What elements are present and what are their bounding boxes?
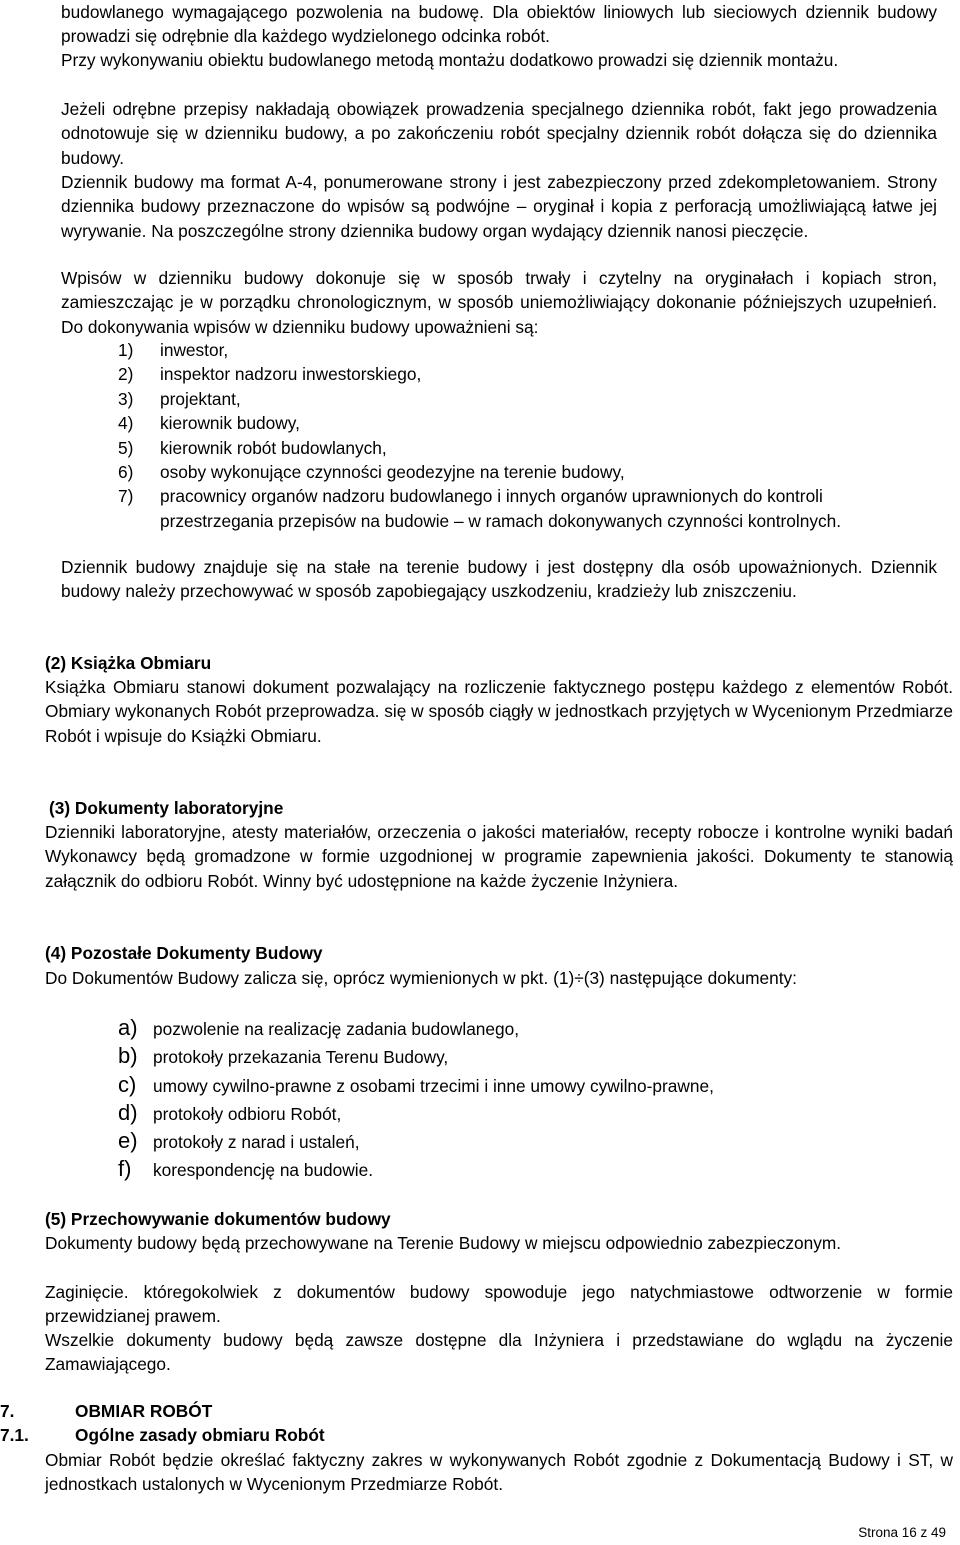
list-item-letter: d)	[118, 1099, 138, 1125]
list-item-number: 4)	[118, 413, 134, 434]
list-item-number: 7)	[118, 486, 134, 507]
section-5-paragraph-1: Dokumenty budowy będą przechowywane na Terenie Budowy w miejscu odpowiednio zabezpieczonym.	[45, 1233, 842, 1253]
chapter-number: 7.	[0, 1401, 15, 1421]
list-item	[118, 1043, 918, 1071]
subchapter-7-1-body: Obmiar Robót będzie określać faktyczny zakres w wykonywanych Robót zgodnie z Dokumentacją Budowy i ST, w jednostkach ustalonych w Wycenionym Przedmiarze Robót.	[45, 1450, 953, 1495]
list-item-number: 5)	[118, 437, 134, 458]
intro-paragraph-4: Dziennik budowy ma format A-4, ponumerowane strony i jest zabezpieczony przed zdekompletowaniem. Strony dziennika budowy przeznaczone do wpisów są podwójne – oryginał i kopia z perforacją umożliwiającą łatwe jej wyrywanie. Na poszczególne strony dziennika budowy organ wydający dziennik nanosi pieczęcie.	[61, 172, 937, 241]
section-5-heading: (5) Przechowywanie dokumentów budowy	[45, 1209, 391, 1229]
list-item-text: projektant,	[160, 388, 241, 409]
intro-paragraph-5: Wpisów w dzienniku budowy dokonuje się w sposób trwały i czytelny na oryginałach i kopiach stron, zamieszczając je w porządku chronologicznym, w sposób uniemożliwiający dokonanie późniejszych uzupełnień. Do dokonywania wpisów w dzienniku budowy upoważnieni są:	[61, 268, 937, 337]
intro-paragraph-2: Przy wykonywaniu obiektu budowlanego metodą montażu dodatkowo prowadzi się dziennik montażu.	[61, 50, 839, 70]
list-item	[118, 387, 888, 411]
list-item-text: kierownik budowy,	[160, 413, 300, 434]
list-item	[118, 436, 888, 460]
list-item-letter: b)	[118, 1043, 138, 1069]
list-item-text: umowy cywilno-prawne z osobami trzecimi i inne umowy cywilno-prawne,	[153, 1075, 714, 1096]
section-2-body: Książka Obmiaru stanowi dokument pozwalający na rozliczenie faktycznego postępu każdego z elementów Robót. Obmiary wykonanych Robót przeprowadza. się w sposób ciągły w jednostkach przyjętych w Wycenionym Przedmiarze Robót i wpisuje do Książki Obmiaru.	[45, 677, 953, 746]
list-item-text: kierownik robót budowlanych,	[160, 437, 387, 458]
list-item	[118, 1128, 918, 1156]
intro-paragraph-1: budowlanego wymagającego pozwolenia na budowę. Dla obiektów liniowych lub sieciowych dziennik budowy prowadzi się odrębnie dla każdego wydzielonego odcinka robót.	[61, 2, 937, 47]
list-item-number: 2)	[118, 364, 134, 385]
list-item	[118, 1100, 918, 1128]
list-item-text: inwestor,	[160, 340, 229, 360]
section-3-heading: (3) Dokumenty laboratoryjne	[49, 798, 284, 818]
list-item-text: inspektor nadzoru inwestorskiego,	[160, 364, 422, 385]
section-4-heading: (4) Pozostałe Dokumenty Budowy	[45, 943, 323, 963]
intro-paragraph-6: Dziennik budowy znajduje się na stałe na terenie budowy i jest dostępny dla osób upoważnionych. Dziennik budowy należy przechowywać w sposób zapobiegający uszkodzeniu, kradzieży lub zniszczeniu.	[61, 557, 937, 602]
list-item-number: 3)	[118, 388, 134, 409]
list-item	[118, 362, 888, 386]
list-item	[118, 460, 888, 484]
list-item	[118, 1156, 918, 1184]
authorized-persons-list	[118, 338, 888, 533]
section-5-paragraph-2: Zaginięcie. któregokolwiek z dokumentów budowy spowoduje jego natychmiastowe odtworzenie w formie przewidzianej prawem.	[45, 1282, 953, 1327]
list-item-text: pracownicy organów nadzoru budowlanego i innych organów uprawnionych do kontroli przestrzegania przepisów na budowie – w ramach dokonywanych czynności kontrolnych.	[160, 486, 842, 531]
list-item	[118, 1015, 918, 1043]
list-item-number: 1)	[118, 340, 134, 360]
list-item-text: osoby wykonujące czynności geodezyjne na terenie budowy,	[160, 462, 625, 483]
subchapter-number: 7.1.	[0, 1425, 29, 1445]
intro-paragraph-3: Jeżeli odrębne przepisy nakładają obowiązek prowadzenia specjalnego dziennika robót, fakt jego prowadzenia odnotowuje się w dzienniku budowy, a po zakończeniu robót specjalny dziennik robót dołącza się do dziennika budowy.	[61, 99, 937, 168]
list-item-letter: c)	[118, 1071, 137, 1097]
other-documents-list	[118, 1015, 918, 1185]
list-item-text: korespondencję na budowie.	[153, 1160, 374, 1181]
section-3-body: Dzienniki laboratoryjne, atesty materiałów, orzeczenia o jakości materiałów, recepty robocze i kontrolne wyniki badań Wykonawcy będą gromadzone w formie uzgodnionej w programie zapewnienia jakości. Dokumenty te stanowią załącznik do odbioru Robót. Winny być udostępnione na każde życzenie Inżyniera.	[45, 822, 953, 891]
subchapter-title: Ogólne zasady obmiaru Robót	[75, 1425, 325, 1445]
list-item-text: protokoły przekazania Terenu Budowy,	[153, 1047, 449, 1068]
list-item-text: protokoły z narad i ustaleń,	[153, 1132, 360, 1153]
list-item	[118, 411, 888, 435]
section-2-heading: (2) Książka Obmiaru	[45, 653, 212, 673]
page-number: Strona 16 z 49	[858, 1525, 946, 1540]
list-item-letter: e)	[118, 1128, 138, 1154]
list-item	[118, 1072, 918, 1100]
subchapter-7-1-heading	[0, 1423, 325, 1447]
list-item-text: pozwolenie na realizację zadania budowlanego,	[153, 1019, 520, 1039]
list-item-letter: f)	[118, 1156, 132, 1182]
list-item-text: protokoły odbioru Robót,	[153, 1103, 342, 1124]
list-item	[118, 484, 888, 533]
chapter-7-heading	[0, 1399, 212, 1423]
section-4-body: Do Dokumentów Budowy zalicza się, oprócz wymienionych w pkt. (1)÷(3) następujące dokumenty:	[45, 968, 797, 988]
section-5-paragraph-3: Wszelkie dokumenty budowy będą zawsze dostępne dla Inżyniera i przedstawiane do wglądu na życzenie Zamawiającego.	[45, 1330, 953, 1375]
list-item-number: 6)	[118, 462, 134, 483]
list-item	[118, 338, 888, 362]
chapter-title: OBMIAR ROBÓT	[75, 1401, 213, 1421]
list-item-letter: a)	[118, 1015, 138, 1040]
